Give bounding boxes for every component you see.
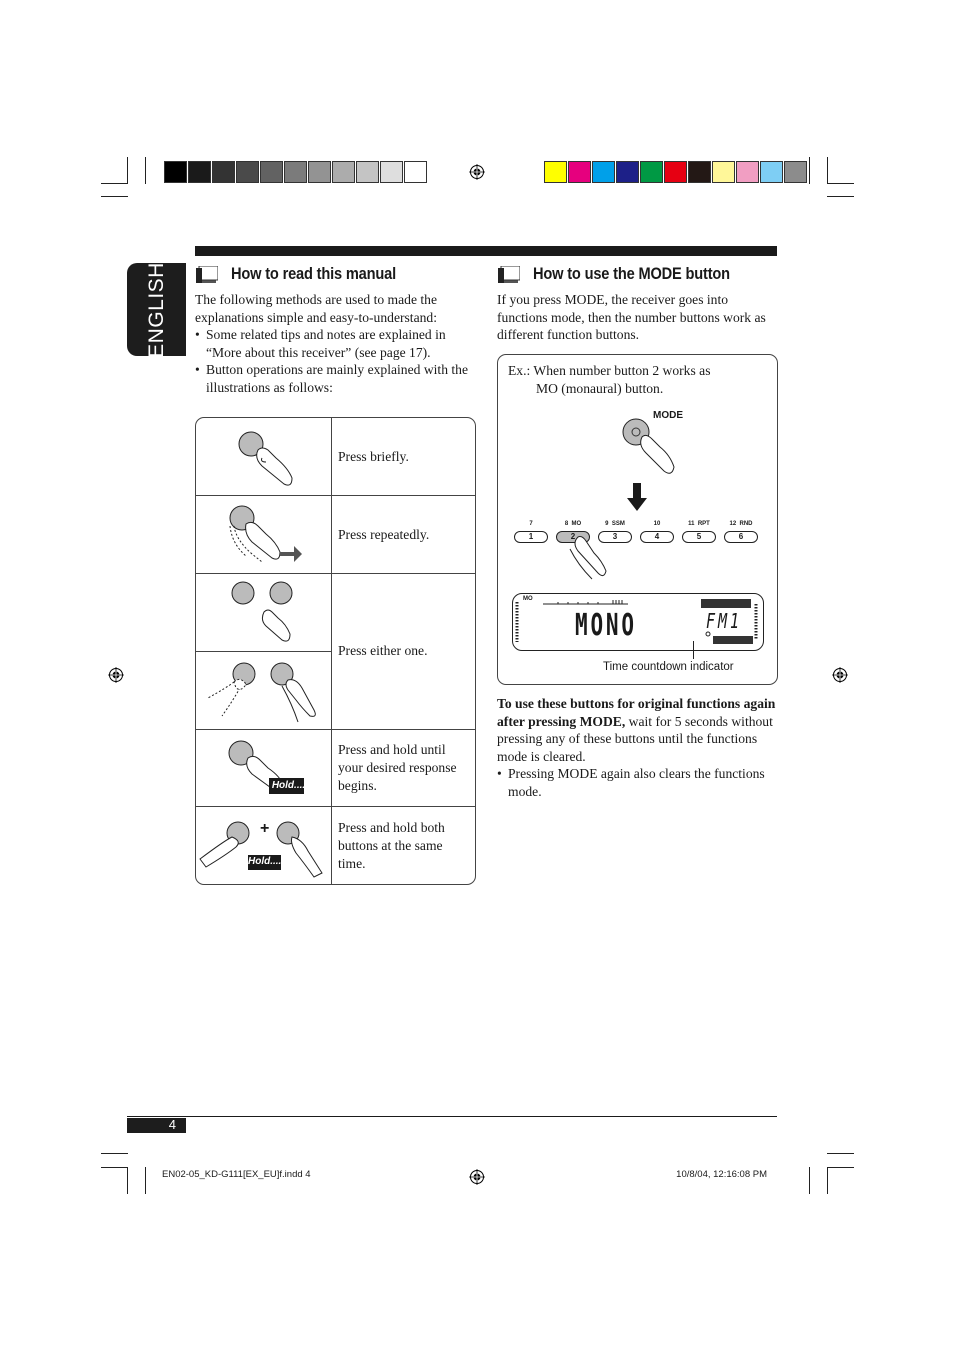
right-after-block [497,695,777,801]
number-button-function-label: 12 RND [729,521,753,527]
left-intro: The following methods are used to made the explanations simple and easy-to-understand: [195,292,437,325]
registration-mark-icon [108,667,124,683]
mode-button-illustration [598,405,698,485]
registration-mark-icon [469,164,485,180]
number-button-function-label: 11 RPT [688,521,710,527]
left-bullet-2: • Button operations are mainly explained with the illustrations as follows: [195,361,470,396]
crop-mark [827,1167,828,1194]
example-text [508,362,711,398]
button-operation-table [195,417,476,885]
color-swatch [688,161,711,183]
number-button-1 [514,521,548,551]
display-mo-indicator: MO [523,596,533,602]
number-button-4 [640,521,674,551]
registration-mark-icon [469,1169,485,1185]
table-row-press-repeatedly: Press repeatedly. [338,527,430,542]
color-swatch [308,161,331,183]
hold-label-both: Hold.... [248,856,282,867]
display-band: FM1 [706,609,743,633]
crop-mark [101,196,128,197]
crop-mark [145,1167,146,1194]
crop-mark [809,1167,810,1194]
table-row-press-hold-both: Press and hold both buttons at the same time. [338,820,445,871]
color-swatch [212,161,235,183]
press-repeatedly-illustration [196,496,331,573]
lcd-display [512,593,764,651]
footer-timestamp: 10/8/04, 12:16:08 PM [676,1169,767,1180]
hold-label: Hold.... [271,780,306,791]
color-swatch [260,161,283,183]
crop-mark [101,1167,128,1168]
color-swatch [544,161,567,183]
bottom-rule [127,1116,777,1117]
footer-file-name: EN02-05_KD-G111[EX_EU]f.indd 4 [162,1169,311,1180]
crop-mark [127,1167,128,1194]
color-swatch [616,161,639,183]
crop-mark [827,1167,854,1168]
color-swatch [736,161,759,183]
color-swatch [164,161,187,183]
color-swatch [760,161,783,183]
callout-line [693,641,694,659]
grayscale-color-bar [164,161,428,183]
number-button-key: 3 [598,531,632,543]
number-button-function-label: 9 SSM [605,521,625,527]
process-color-bar [544,161,808,183]
crop-mark [145,157,146,184]
number-button-key: 2 [556,531,590,543]
color-swatch [380,161,403,183]
press-either-illustration [196,574,331,651]
number-button-key: 1 [514,531,548,543]
number-buttons-row [514,521,764,551]
color-swatch [784,161,807,183]
example-line-2: MO (monaural) button. [536,381,664,396]
page-number-tab [127,1118,186,1133]
color-swatch [356,161,379,183]
press-hold-both-illustration [196,807,331,884]
crop-mark [827,196,854,197]
number-button-key: 5 [682,531,716,543]
press-briefly-illustration [196,418,331,495]
mode-label: MODE [653,410,683,421]
number-button-key: 6 [724,531,758,543]
crop-mark [827,183,854,184]
press-either-alt-illustration [196,652,331,729]
section-marker-icon [196,266,218,283]
number-button-6 [724,521,758,551]
crop-mark [127,157,128,184]
display-main-text: MONO [575,608,637,643]
table-row-press-briefly: Press briefly. [338,449,409,464]
section-title-read-manual: How to read this manual [231,264,397,283]
number-button-function-label: 8 MO [564,521,582,527]
section-title-mode-button: How to use the MODE button [533,264,730,283]
plus-sign: + [260,820,270,837]
crop-mark [101,1153,128,1154]
number-button-5 [682,521,716,551]
color-swatch [640,161,663,183]
top-rule [195,246,777,256]
after-bold-text: To use these buttons for original functions again after pressing MODE, [497,696,776,729]
color-swatch [284,161,307,183]
color-swatch [404,161,427,183]
color-swatch [568,161,591,183]
language-tab [127,263,186,356]
color-swatch [236,161,259,183]
color-swatch [188,161,211,183]
registration-mark-icon [832,667,848,683]
color-swatch [664,161,687,183]
after-bullet: • Pressing MODE again also clears the functions mode. [497,765,777,800]
number-button-function-label: 7 [529,521,533,527]
table-row-press-either: Press either one. [338,643,428,658]
left-bullet-1: • Some related tips and notes are explained in “More about this receiver” (see page 17). [195,326,470,361]
crop-mark [101,183,128,184]
after-normal-text: wait for 5 seconds without pressing any of these buttons until the functions mode is cleared. [497,713,773,764]
down-arrow-icon [627,483,647,513]
press-hold-illustration [196,730,331,807]
finger-press-illustration [568,533,628,583]
callout-time-countdown: Time countdown indicator [603,661,734,673]
crop-mark [827,157,828,184]
right-intro: If you press MODE, the receiver goes into functions mode, then the number buttons work as different function buttons. [497,292,766,343]
example-line-1: Ex.: When number button 2 works as [508,363,711,378]
color-swatch [592,161,615,183]
page-number: 4 [168,1117,176,1132]
crop-mark [827,1153,854,1154]
language-label: ENGLISH [144,261,168,358]
crop-mark [809,157,810,184]
table-row-press-hold: Press and hold until your desired response begins. [338,742,457,793]
section-marker-icon [498,266,520,283]
mode-example-box [497,354,778,685]
color-swatch [332,161,355,183]
left-intro-block [195,291,470,397]
color-swatch [712,161,735,183]
number-button-key: 4 [640,531,674,543]
number-button-function-label: 10 [653,521,661,527]
